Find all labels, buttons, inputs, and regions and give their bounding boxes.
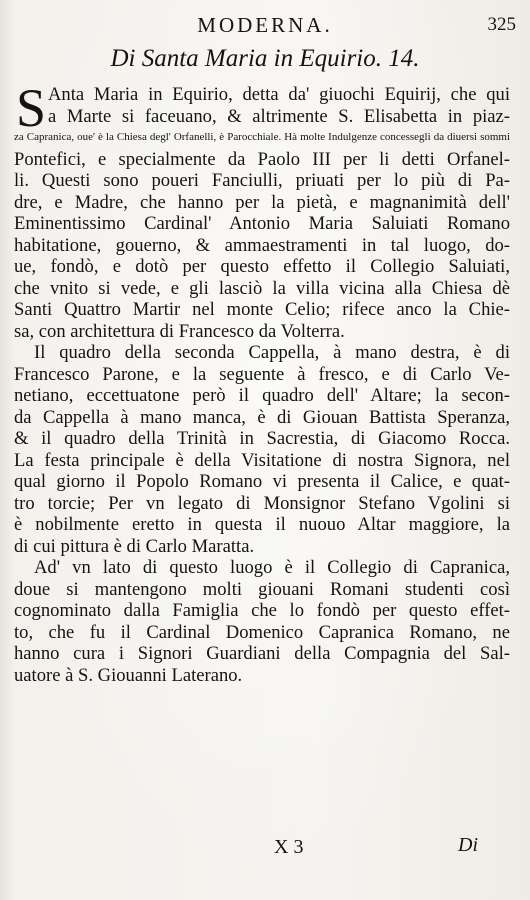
- text-line: & il quadro della Trinità in Sacrestia, di Giacomo Rocca.: [14, 428, 510, 449]
- section-heading: Di Santa Maria in Equirio. 14.: [110, 45, 420, 72]
- text-line: da Cappella à mano manca, è di Giouan Battista Speranza,: [14, 406, 510, 428]
- text-line: di cui pittura è di Carlo Maratta.: [14, 535, 255, 557]
- text-line: Pontefici, e specialmente da Paolo III per li detti Orfanel-: [14, 148, 510, 170]
- text-line: Santi Quattro Martir nel monte Celio; rifece anco la Chie-: [14, 299, 510, 320]
- text-line: doue si mantengono molti giouani Romani studenti così: [14, 578, 510, 600]
- text-line: hanno cura i Signori Guardiani della Compagnia del Sal-: [14, 643, 510, 664]
- running-title: MODERNA.: [197, 13, 333, 37]
- body-text: [14, 78, 510, 686]
- text-line: Il quadro della seconda Cappella, à mano destra, è di: [34, 342, 510, 363]
- page-number: 325: [487, 14, 516, 35]
- running-head: [0, 10, 530, 40]
- text-line: qual giorno il Popolo Romano vi presenta il Calice, e quat-: [14, 471, 510, 492]
- signature-mark: X 3: [274, 836, 304, 858]
- text-line: Anta Maria in Equirio, detta da' giuochi Equirij, che qui: [48, 84, 510, 105]
- text-line: sa, con architettura di Francesco da Volterra.: [14, 320, 345, 342]
- text-line: za Capranica, oue' è la Chiesa degl' Orfanelli, è Parocchiale. Hà molte Indulgenze concessegli da diuersi sommi: [14, 131, 510, 143]
- show-through-text: [20, 740, 510, 818]
- catchword: Di: [458, 834, 478, 856]
- text-line: tro torcie; Per vn legato di Monsignor Stefano Vgolini si: [14, 492, 510, 514]
- text-line: è nobilmente eretto in questa il nuouo Altar maggiore, la: [14, 514, 510, 535]
- text-line: li. Questi sono poueri Fanciulli, priuati per lo più di Pa-: [14, 170, 510, 191]
- text-line: ue, fondò, e dotò per questo effetto il Collegio Saluiati,: [14, 256, 510, 277]
- drop-cap: S: [16, 78, 47, 138]
- text-line: La festa principale è della Visitatione di nostra Signora, nel: [14, 449, 510, 471]
- paragraph: [14, 557, 510, 686]
- paragraph: [14, 78, 510, 342]
- text-line: netiano, eccettuatone però il quadro dell' Altare; la secon-: [14, 385, 510, 406]
- text-line: Francesco Parone, e la seguente à fresco, e di Carlo Ve-: [14, 363, 510, 385]
- text-line: uatore à S. Giouanni Laterano.: [14, 664, 243, 686]
- text-line: habitatione, gouerno, & ammaestramenti in tal luogo, do-: [14, 234, 510, 256]
- text-line: to, che fu il Cardinal Domenico Capranica Romano, ne: [14, 621, 510, 643]
- text-line: Eminentissimo Cardinal' Antonio Maria Saluiati Romano: [14, 213, 510, 234]
- paragraph: [14, 342, 510, 557]
- text-line: a Marte si faceuano, & altrimente S. Elisabetta in piaz-: [48, 105, 510, 127]
- text-line: che vnito si vede, e gli lasciò la villa vicina alla Chiesa dè: [14, 277, 510, 299]
- text-line: Ad' vn lato di questo luogo è il Collegio di Capranica,: [34, 557, 510, 578]
- text-line: cognominato dalla Famiglia che lo fondò per questo effet-: [14, 600, 510, 621]
- text-line: dre, e Madre, che hanno per la pietà, e magnanimità dell': [14, 191, 510, 213]
